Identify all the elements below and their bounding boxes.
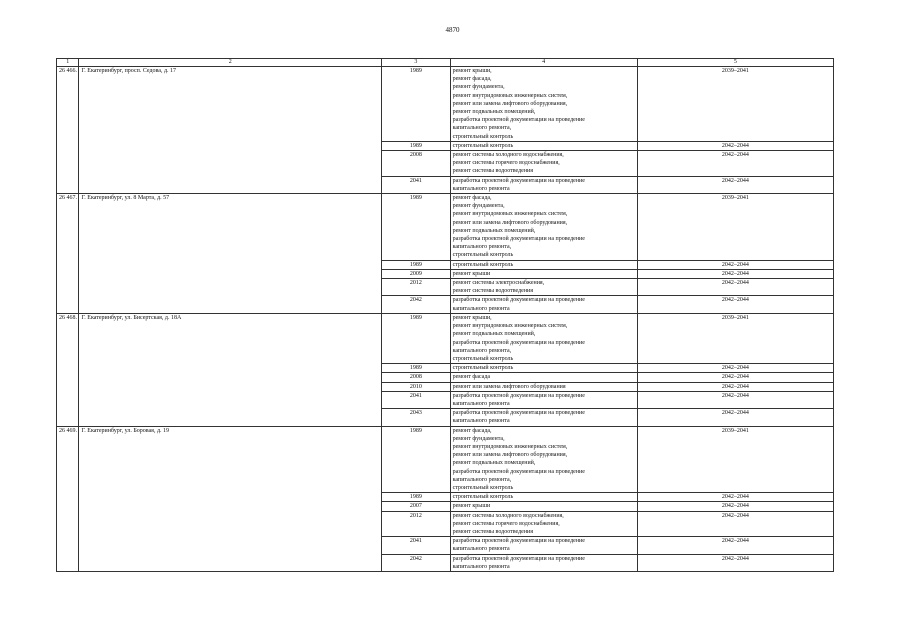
table-row [57,67,834,142]
work-item: строительный контроль [452,355,514,362]
work-item: капитального ремонта [452,400,510,407]
year-cell: 1989 [382,194,450,261]
year-cell: 1989 [382,260,450,269]
work-item: строительный контроль [452,484,514,491]
work-item: ремонт или замена лифтового оборудования [452,383,566,390]
work-item: разработка проектной документации на проведение [452,117,585,124]
work-item: ремонт фундамента, [452,435,505,442]
table-body [57,67,834,572]
column-header: 2 [79,59,382,67]
works-cell [450,279,637,296]
period-cell: 2039–2041 [637,313,833,363]
work-item: ремонт системы водоотведения [452,528,534,535]
entry-number: 26 466. [57,67,79,194]
works-cell [450,391,637,408]
work-item: разработка проектной документации на проведение [452,410,585,417]
work-item: ремонт системы холодного водоснабжения, [452,512,564,519]
work-item: ремонт крыши, [452,68,492,74]
work-item: капитального ремонта [452,418,510,425]
work-item: разработка проектной документации на проведение [452,297,585,304]
period-cell: 2042–2044 [637,391,833,408]
table-row [57,313,834,363]
year-cell: 2008 [382,151,450,177]
works-cell [450,364,637,373]
entry-address: Г. Екатеринбург, ул. 8 Марта, д. 57 [79,194,382,314]
period-cell: 2042–2044 [637,296,833,313]
works-cell [450,426,637,493]
period-cell: 2039–2041 [637,67,833,142]
work-item: ремонт системы водоотведения [452,168,534,175]
period-cell: 2042–2044 [637,269,833,278]
repair-schedule-table [56,58,834,572]
work-item: ремонт крыши [452,503,491,510]
works-cell [450,194,637,261]
period-cell: 2039–2041 [637,426,833,493]
table-row [57,426,834,493]
period-cell: 2042–2044 [637,554,833,571]
year-cell: 2042 [382,554,450,571]
entry-address: Г. Екатеринбург, ул. Боровая, д. 19 [79,426,382,571]
work-item: строительный контроль [452,133,514,140]
work-item: капитального ремонта [452,305,510,312]
works-cell [450,67,637,142]
work-item: разработка проектной документации на проведение [452,177,585,184]
column-number-row [57,59,834,67]
work-item: ремонт системы горячего водоснабжения, [452,520,560,527]
work-item: ремонт фундамента, [452,84,505,91]
period-cell: 2042–2044 [637,151,833,177]
work-item: разработка проектной документации на проведение [452,339,585,346]
work-item: строительный контроль [452,494,514,501]
work-item: ремонт системы горячего водоснабжения, [452,160,560,167]
works-cell [450,537,637,554]
work-item: строительный контроль [452,252,514,259]
entry-address: Г. Екатеринбург, просп. Седова, д. 17 [79,67,382,194]
works-cell [450,141,637,150]
work-item: ремонт внутридомовых инженерных систем, [452,92,568,99]
work-item: ремонт фасада [452,374,491,381]
work-item: ремонт фундамента, [452,203,505,210]
period-cell: 2042–2044 [637,409,833,426]
year-cell: 2042 [382,296,450,313]
work-item: ремонт подвальных помещений, [452,227,536,234]
works-cell [450,269,637,278]
period-cell: 2042–2044 [637,364,833,373]
page-number: 4870 [445,26,460,34]
work-item: капитального ремонта [452,185,510,192]
work-item: ремонт системы электроснабжения, [452,280,545,287]
work-item: строительный контроль [452,142,514,149]
work-item: строительный контроль [452,365,514,372]
column-header: 5 [637,59,833,67]
work-item: разработка проектной документации на проведение [452,392,585,399]
column-header: 3 [382,59,450,67]
period-cell: 2042–2044 [637,382,833,391]
work-item: капитального ремонта, [452,244,512,251]
works-cell [450,409,637,426]
year-cell: 2041 [382,176,450,193]
work-item: ремонт крыши [452,270,491,277]
period-cell: 2042–2044 [637,373,833,382]
year-cell: 2043 [382,409,450,426]
year-cell: 2007 [382,502,450,511]
period-cell: 2042–2044 [637,537,833,554]
work-item: ремонт подвальных помещений, [452,331,536,338]
period-cell: 2039–2041 [637,194,833,261]
period-cell: 2042–2044 [637,511,833,537]
works-cell [450,151,637,177]
work-item: ремонт или замена лифтового оборудования, [452,452,568,459]
work-item: ремонт внутридомовых инженерных систем, [452,323,568,330]
entry-number: 26 467. [57,194,79,314]
work-item: капитального ремонта [452,563,510,570]
entry-number: 26 468. [57,313,79,426]
work-item: капитального ремонта, [452,125,512,132]
entry-number: 26 469. [57,426,79,571]
year-cell: 2008 [382,373,450,382]
work-item: ремонт внутридомовых инженерных систем, [452,211,568,218]
work-item: ремонт или замена лифтового оборудования, [452,219,568,226]
work-item: разработка проектной документации на проведение [452,555,585,562]
works-cell [450,502,637,511]
year-cell: 2010 [382,382,450,391]
entry-address: Г. Екатеринбург, ул. Бисертская, д. 18А [79,313,382,426]
year-cell: 2012 [382,511,450,537]
works-cell [450,313,637,363]
work-item: строительный контроль [452,261,514,268]
year-cell: 2009 [382,269,450,278]
work-item: ремонт фасада, [452,76,492,83]
year-cell: 1989 [382,67,450,142]
table-row [57,194,834,261]
period-cell: 2042–2044 [637,279,833,296]
works-cell [450,382,637,391]
year-cell: 1989 [382,426,450,493]
work-item: ремонт фасада, [452,427,492,434]
year-cell: 1989 [382,141,450,150]
period-cell: 2042–2044 [637,260,833,269]
column-header: 4 [450,59,637,67]
period-cell: 2042–2044 [637,502,833,511]
works-cell [450,554,637,571]
period-cell: 2042–2044 [637,493,833,502]
period-cell: 2042–2044 [637,141,833,150]
work-item: капитального ремонта, [452,476,512,483]
year-cell: 1989 [382,493,450,502]
year-cell: 2041 [382,391,450,408]
work-item: разработка проектной документации на проведение [452,468,585,475]
works-cell [450,260,637,269]
work-item: капитального ремонта [452,546,510,553]
year-cell: 2041 [382,537,450,554]
period-cell: 2042–2044 [637,176,833,193]
work-item: разработка проектной документации на проведение [452,538,585,545]
work-item: ремонт системы холодного водоснабжения, [452,152,564,159]
year-cell: 1989 [382,313,450,363]
year-cell: 1989 [382,364,450,373]
work-item: ремонт или замена лифтового оборудования, [452,100,568,107]
work-item: капитального ремонта, [452,347,512,354]
work-item: ремонт крыши, [452,314,492,321]
works-cell [450,373,637,382]
year-cell: 2012 [382,279,450,296]
works-cell [450,511,637,537]
work-item: ремонт подвальных помещений, [452,460,536,467]
works-cell [450,176,637,193]
work-item: ремонт подвальных помещений, [452,109,536,116]
work-item: ремонт внутридомовых инженерных систем, [452,443,568,450]
work-item: ремонт фасада, [452,195,492,202]
column-header: 1 [57,59,79,67]
work-item: разработка проектной документации на проведение [452,236,585,243]
works-cell [450,493,637,502]
works-cell [450,296,637,313]
work-item: ремонт системы водоотведения [452,288,534,295]
